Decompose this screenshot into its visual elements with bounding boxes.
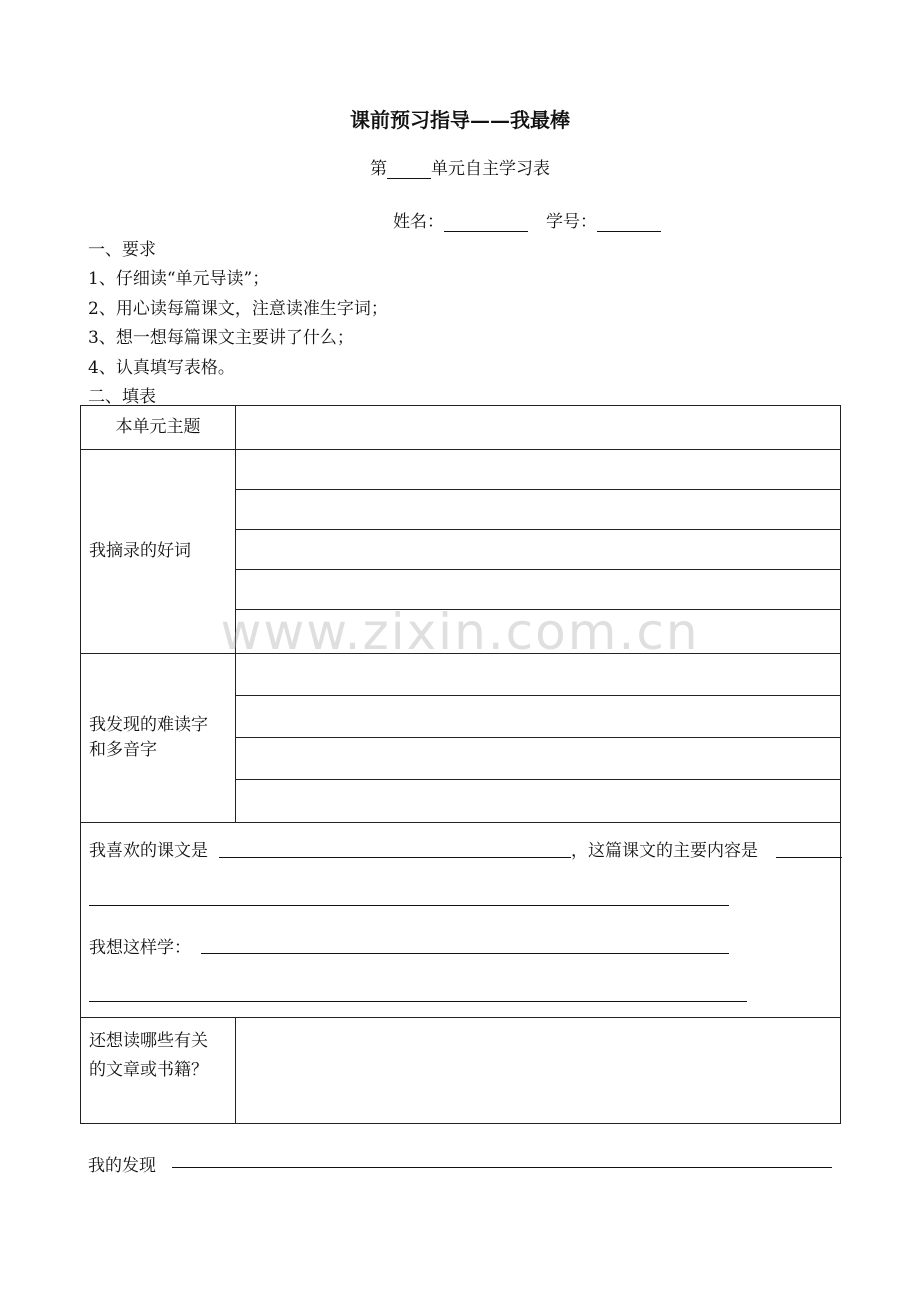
section2-heading: 二、填表 [88,387,156,407]
hard-chars-line-4[interactable] [236,780,841,823]
more-reading-row [81,1018,841,1124]
name-blank[interactable] [444,213,528,232]
good-words-line-1[interactable] [236,450,841,490]
theme-row [81,406,841,450]
section1-heading: 一、要求 [88,240,156,260]
want-learn-blank-2[interactable] [89,1001,747,1002]
student-id-line [393,207,661,232]
favorite-text-blank[interactable] [219,857,571,858]
hard-chars-label-line-1: 我发现的难读字 [89,715,208,735]
good-words-label: 我摘录的好词 [81,450,236,654]
discovery-label: 我的发现 [88,1156,156,1176]
page-subtitle [0,154,920,179]
hard-chars-label-line-2: 和多音字 [89,740,157,760]
requirement-3: 3、想一想每篇课文主要讲了什么； [88,328,354,348]
name-label: 姓名： [393,212,444,232]
main-content-blank-1[interactable] [776,857,842,858]
good-words-line-5[interactable] [236,610,841,654]
subtitle-suffix: 单元自主学习表 [431,159,550,179]
hard-chars-line-3[interactable] [236,738,841,780]
favorite-text-cell [81,823,841,1018]
more-reading-label-line-2: 的文章或书籍？ [89,1060,208,1080]
good-words-row [81,450,841,490]
page-title: 课前预习指导——我最棒 [350,108,570,132]
favorite-text-label: 我喜欢的课文是 [89,841,208,861]
more-reading-label [81,1018,236,1124]
good-words-line-2[interactable] [236,490,841,530]
watermark: www.zixin.com.cn [220,603,700,661]
hard-chars-line-2[interactable] [236,696,841,738]
good-words-line-3[interactable] [236,530,841,570]
requirement-1: 1、仔细读“单元导读”； [88,269,270,289]
good-words-line-4[interactable] [236,570,841,610]
hard-chars-line-1[interactable] [236,654,841,696]
want-learn-blank-1[interactable] [201,953,729,954]
theme-label: 本单元主题 [81,406,236,450]
student-number-label: 学号： [546,212,597,232]
favorite-text-row [81,823,841,1018]
student-number-blank[interactable] [597,213,661,232]
discovery-blank[interactable] [172,1167,832,1168]
main-content-label: ，这篇课文的主要内容是 [571,841,758,861]
main-content-blank-2[interactable] [89,905,729,906]
theme-input-cell[interactable] [236,406,841,450]
more-reading-label-line-1: 还想读哪些有关 [89,1031,208,1051]
study-table [80,405,841,1124]
requirement-4: 4、认真填写表格。 [88,358,235,378]
hard-chars-label [81,654,236,823]
more-reading-input-cell[interactable] [236,1018,841,1124]
want-learn-label: 我想这样学： [89,938,191,958]
unit-number-blank[interactable] [387,160,431,179]
hard-chars-row [81,654,841,696]
subtitle-prefix: 第 [370,159,387,179]
requirement-2: 2、用心读每篇课文，注意读准生字词； [88,299,388,319]
